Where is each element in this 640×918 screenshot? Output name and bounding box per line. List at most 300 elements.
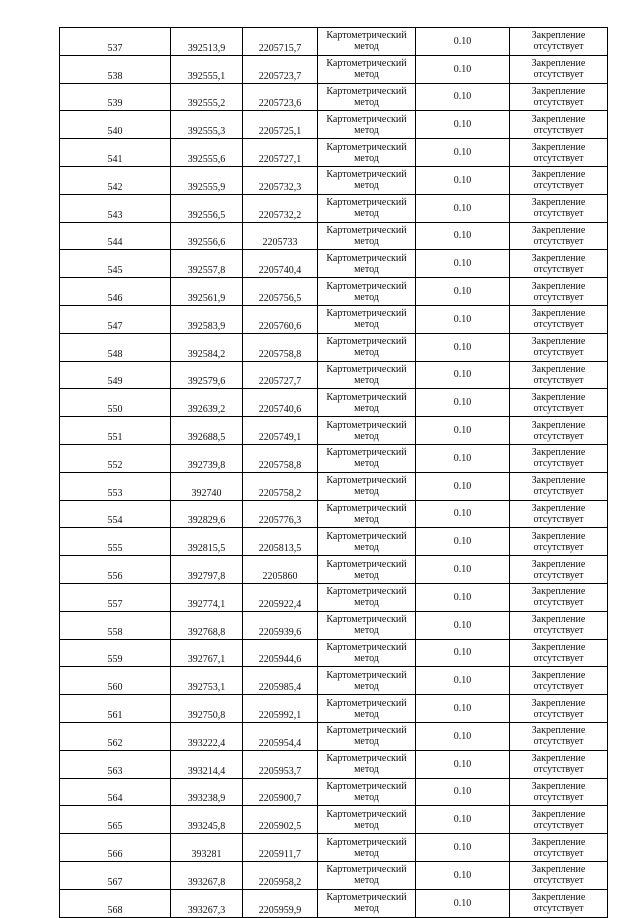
method-line-2: метод [354,152,379,164]
point-number: 567 [60,861,171,889]
method-line-1: Картометрический [326,363,407,375]
coordinate-x: 393214,4 [171,750,243,778]
method-cell [318,750,416,778]
method-line-1: Картометрический [326,586,407,598]
coordinate-y: 2205944,6 [243,639,318,667]
fixation-line-2: отсутствует [533,69,584,81]
point-number: 551 [60,417,171,445]
fixation-line-1: Закрепление [531,197,586,209]
method-line-2: метод [354,458,379,470]
method-cell [318,667,416,695]
method-line-2: метод [354,569,379,581]
coordinate-x: 392579,6 [171,361,243,389]
method-line-1: Картометрический [326,113,407,125]
coordinate-y: 2205900,7 [243,778,318,806]
method-line-2: метод [354,402,379,414]
table-row [60,639,608,667]
method-cell [318,778,416,806]
fixation-line-1: Закрепление [531,780,586,792]
coordinate-y: 2205992,1 [243,695,318,723]
method-cell [318,28,416,56]
fixation-line-1: Закрепление [531,641,586,653]
table-row [60,417,608,445]
table-row [60,139,608,167]
fixation-cell [510,583,608,611]
method-line-1: Картометрический [326,836,407,848]
point-number: 545 [60,250,171,278]
method-line-1: Картометрический [326,530,407,542]
point-number: 564 [60,778,171,806]
coordinate-x: 393267,3 [171,889,243,917]
coordinate-x: 393245,8 [171,806,243,834]
point-number: 560 [60,667,171,695]
method-line-2: метод [354,486,379,498]
coordinate-y: 2205911,7 [243,834,318,862]
fixation-line-2: отсутствует [533,402,584,414]
coordinate-x: 392584,2 [171,333,243,361]
method-line-2: метод [354,263,379,275]
accuracy-value: 0.10 [416,417,510,445]
fixation-line-2: отсутствует [533,569,584,581]
method-line-2: метод [354,319,379,331]
point-number: 539 [60,83,171,111]
method-line-2: метод [354,680,379,692]
fixation-line-2: отсутствует [533,152,584,164]
method-line-2: метод [354,208,379,220]
table-row [60,806,608,834]
fixation-cell [510,889,608,917]
fixation-line-2: отсутствует [533,736,584,748]
method-cell [318,889,416,917]
fixation-cell [510,28,608,56]
method-cell [318,55,416,83]
method-cell [318,166,416,194]
coordinate-y: 2205723,6 [243,83,318,111]
method-cell [318,528,416,556]
fixation-cell [510,722,608,750]
accuracy-value: 0.10 [416,333,510,361]
coordinate-x: 393281 [171,834,243,862]
fixation-line-1: Закрепление [531,502,586,514]
coordinate-y: 2205733 [243,222,318,250]
fixation-cell [510,472,608,500]
method-line-2: метод [354,736,379,748]
table-row [60,834,608,862]
point-number: 561 [60,695,171,723]
table-row [60,28,608,56]
method-line-1: Картометрический [326,808,407,820]
method-line-1: Картометрический [326,224,407,236]
fixation-line-2: отсутствует [533,819,584,831]
fixation-line-1: Закрепление [531,586,586,598]
accuracy-value: 0.10 [416,472,510,500]
fixation-line-2: отсутствует [533,374,584,386]
fixation-line-1: Закрепление [531,864,586,876]
accuracy-value: 0.10 [416,111,510,139]
table-row [60,83,608,111]
fixation-line-1: Закрепление [531,836,586,848]
method-line-1: Картометрический [326,308,407,320]
method-line-1: Картометрический [326,669,407,681]
fixation-line-2: отсутствует [533,708,584,720]
coordinate-y: 2205749,1 [243,417,318,445]
fixation-line-2: отсутствует [533,847,584,859]
accuracy-value: 0.10 [416,806,510,834]
coordinate-x: 392829,6 [171,500,243,528]
coordinate-y: 2205740,4 [243,250,318,278]
table-row [60,611,608,639]
point-number: 568 [60,889,171,917]
fixation-line-2: отсутствует [533,541,584,553]
coordinates-table [59,27,608,918]
point-number: 554 [60,500,171,528]
coordinate-x: 392555,3 [171,111,243,139]
method-line-1: Картометрический [326,892,407,904]
point-number: 538 [60,55,171,83]
accuracy-value: 0.10 [416,889,510,917]
coordinate-y: 2205727,7 [243,361,318,389]
fixation-line-1: Закрепление [531,363,586,375]
fixation-line-1: Закрепление [531,169,586,181]
coordinate-x: 392583,9 [171,305,243,333]
fixation-line-1: Закрепление [531,697,586,709]
fixation-line-1: Закрепление [531,308,586,320]
accuracy-value: 0.10 [416,389,510,417]
point-number: 546 [60,278,171,306]
fixation-line-2: отсутствует [533,764,584,776]
point-number: 549 [60,361,171,389]
coordinate-x: 393267,8 [171,861,243,889]
point-number: 565 [60,806,171,834]
method-line-2: метод [354,513,379,525]
fixation-line-1: Закрепление [531,85,586,97]
table-row [60,55,608,83]
fixation-cell [510,194,608,222]
method-line-1: Картометрический [326,780,407,792]
fixation-cell [510,83,608,111]
accuracy-value: 0.10 [416,250,510,278]
coordinate-x: 392555,6 [171,139,243,167]
fixation-line-1: Закрепление [531,280,586,292]
coordinate-x: 393222,4 [171,722,243,750]
coordinate-x: 392556,5 [171,194,243,222]
coordinate-x: 392561,9 [171,278,243,306]
fixation-cell [510,695,608,723]
fixation-cell [510,667,608,695]
coordinate-y: 2205727,1 [243,139,318,167]
method-line-1: Картометрический [326,336,407,348]
coordinate-x: 392555,9 [171,166,243,194]
fixation-line-1: Закрепление [531,391,586,403]
method-cell [318,444,416,472]
table-row [60,528,608,556]
method-line-1: Картометрический [326,447,407,459]
fixation-cell [510,639,608,667]
fixation-line-2: отсутствует [533,124,584,136]
point-number: 557 [60,583,171,611]
method-line-2: метод [354,124,379,136]
coordinate-y: 2205776,3 [243,500,318,528]
method-cell [318,139,416,167]
accuracy-value: 0.10 [416,139,510,167]
method-line-2: метод [354,875,379,887]
method-line-1: Картометрический [326,58,407,70]
fixation-cell [510,305,608,333]
accuracy-value: 0.10 [416,583,510,611]
coordinate-y: 2205953,7 [243,750,318,778]
accuracy-value: 0.10 [416,861,510,889]
method-cell [318,333,416,361]
table-row [60,305,608,333]
method-line-2: метод [354,180,379,192]
point-number: 563 [60,750,171,778]
fixation-cell [510,333,608,361]
method-cell [318,834,416,862]
coordinate-y: 2205756,5 [243,278,318,306]
method-line-2: метод [354,819,379,831]
coordinate-x: 392815,5 [171,528,243,556]
fixation-line-2: отсутствует [533,458,584,470]
method-line-2: метод [354,291,379,303]
coordinate-y: 2205725,1 [243,111,318,139]
method-line-1: Картометрический [326,280,407,292]
fixation-cell [510,611,608,639]
accuracy-value: 0.10 [416,55,510,83]
table-row [60,861,608,889]
coordinate-x: 392688,5 [171,417,243,445]
fixation-cell [510,278,608,306]
point-number: 566 [60,834,171,862]
coordinate-y: 2205758,8 [243,333,318,361]
method-cell [318,194,416,222]
point-number: 550 [60,389,171,417]
fixation-cell [510,361,608,389]
table-row [60,250,608,278]
fixation-line-2: отсутствует [533,652,584,664]
fixation-cell [510,139,608,167]
method-line-2: метод [354,41,379,53]
coordinate-x: 392797,8 [171,556,243,584]
method-line-1: Картометрический [326,252,407,264]
method-cell [318,250,416,278]
fixation-line-2: отсутствует [533,263,584,275]
fixation-cell [510,389,608,417]
coordinate-y: 2205758,8 [243,444,318,472]
coordinate-x: 392555,1 [171,55,243,83]
fixation-line-1: Закрепление [531,669,586,681]
table-row [60,667,608,695]
method-cell [318,695,416,723]
coordinate-x: 393238,9 [171,778,243,806]
fixation-line-1: Закрепление [531,252,586,264]
method-line-1: Картометрический [326,30,407,42]
accuracy-value: 0.10 [416,166,510,194]
accuracy-value: 0.10 [416,611,510,639]
coordinate-y: 2205985,4 [243,667,318,695]
coordinate-y: 2205723,7 [243,55,318,83]
point-number: 544 [60,222,171,250]
point-number: 541 [60,139,171,167]
fixation-line-1: Закрепление [531,447,586,459]
table-row [60,361,608,389]
fixation-cell [510,834,608,862]
fixation-line-2: отсутствует [533,347,584,359]
table-row [60,111,608,139]
point-number: 537 [60,28,171,56]
coordinate-y: 2205902,5 [243,806,318,834]
method-line-1: Картометрический [326,641,407,653]
table-row [60,166,608,194]
fixation-cell [510,111,608,139]
fixation-cell [510,417,608,445]
coordinate-y: 2205939,6 [243,611,318,639]
fixation-cell [510,806,608,834]
fixation-line-2: отсутствует [533,875,584,887]
method-line-1: Картометрический [326,614,407,626]
method-line-1: Картометрический [326,558,407,570]
method-cell [318,806,416,834]
coordinate-x: 392740 [171,472,243,500]
method-cell [318,111,416,139]
coordinate-x: 392753,1 [171,667,243,695]
method-line-1: Картометрический [326,197,407,209]
accuracy-value: 0.10 [416,834,510,862]
method-line-2: метод [354,764,379,776]
accuracy-value: 0.10 [416,778,510,806]
point-number: 540 [60,111,171,139]
fixation-cell [510,861,608,889]
table-row [60,722,608,750]
fixation-line-2: отсутствует [533,597,584,609]
fixation-cell [510,250,608,278]
coordinate-y: 2205813,5 [243,528,318,556]
fixation-cell [510,500,608,528]
method-line-1: Картометрический [326,391,407,403]
fixation-line-1: Закрепление [531,58,586,70]
accuracy-value: 0.10 [416,444,510,472]
coordinate-y: 2205740,6 [243,389,318,417]
method-line-1: Картометрический [326,419,407,431]
method-line-2: метод [354,791,379,803]
fixation-line-1: Закрепление [531,808,586,820]
coordinate-x: 392768,8 [171,611,243,639]
fixation-line-1: Закрепление [531,530,586,542]
method-line-1: Картометрический [326,85,407,97]
point-number: 552 [60,444,171,472]
coordinate-y: 2205732,2 [243,194,318,222]
method-line-1: Картометрический [326,141,407,153]
method-cell [318,861,416,889]
point-number: 542 [60,166,171,194]
point-number: 547 [60,305,171,333]
accuracy-value: 0.10 [416,194,510,222]
method-cell [318,222,416,250]
method-line-1: Картометрический [326,753,407,765]
method-cell [318,611,416,639]
coordinate-x: 392774,1 [171,583,243,611]
method-cell [318,83,416,111]
table-row [60,556,608,584]
method-line-2: метод [354,96,379,108]
coordinate-y: 2205860 [243,556,318,584]
fixation-line-2: отсутствует [533,430,584,442]
fixation-line-2: отсутствует [533,791,584,803]
fixation-line-1: Закрепление [531,558,586,570]
method-line-1: Картометрический [326,169,407,181]
accuracy-value: 0.10 [416,83,510,111]
method-line-2: метод [354,847,379,859]
coordinate-x: 392739,8 [171,444,243,472]
fixation-cell [510,55,608,83]
fixation-line-1: Закрепление [531,30,586,42]
coordinate-y: 2205715,7 [243,28,318,56]
method-cell [318,722,416,750]
accuracy-value: 0.10 [416,305,510,333]
method-line-1: Картометрический [326,697,407,709]
fixation-line-1: Закрепление [531,141,586,153]
coordinate-y: 2205954,4 [243,722,318,750]
fixation-line-1: Закрепление [531,725,586,737]
accuracy-value: 0.10 [416,28,510,56]
fixation-line-2: отсутствует [533,208,584,220]
table-row [60,222,608,250]
table-row [60,695,608,723]
method-line-1: Картометрический [326,725,407,737]
fixation-line-1: Закрепление [531,419,586,431]
method-cell [318,639,416,667]
fixation-line-1: Закрепление [531,614,586,626]
method-line-2: метод [354,541,379,553]
method-cell [318,417,416,445]
coordinate-x: 392639,2 [171,389,243,417]
table-row [60,194,608,222]
accuracy-value: 0.10 [416,222,510,250]
fixation-cell [510,778,608,806]
method-line-2: метод [354,625,379,637]
fixation-line-2: отсутствует [533,96,584,108]
fixation-line-2: отсутствует [533,291,584,303]
accuracy-value: 0.10 [416,278,510,306]
method-line-1: Картометрический [326,502,407,514]
coordinate-y: 2205922,4 [243,583,318,611]
fixation-cell [510,750,608,778]
method-cell [318,556,416,584]
fixation-line-2: отсутствует [533,513,584,525]
point-number: 562 [60,722,171,750]
coordinate-x: 392767,1 [171,639,243,667]
fixation-line-2: отсутствует [533,319,584,331]
point-number: 558 [60,611,171,639]
accuracy-value: 0.10 [416,556,510,584]
fixation-line-2: отсутствует [533,180,584,192]
table-row [60,889,608,917]
accuracy-value: 0.10 [416,528,510,556]
fixation-line-2: отсутствует [533,625,584,637]
accuracy-value: 0.10 [416,500,510,528]
coordinate-y: 2205758,2 [243,472,318,500]
fixation-line-1: Закрепление [531,892,586,904]
table-row [60,389,608,417]
accuracy-value: 0.10 [416,722,510,750]
fixation-line-1: Закрепление [531,224,586,236]
method-line-2: метод [354,708,379,720]
method-line-2: метод [354,430,379,442]
point-number: 543 [60,194,171,222]
accuracy-value: 0.10 [416,695,510,723]
accuracy-value: 0.10 [416,361,510,389]
coordinate-x: 392557,8 [171,250,243,278]
method-line-2: метод [354,347,379,359]
